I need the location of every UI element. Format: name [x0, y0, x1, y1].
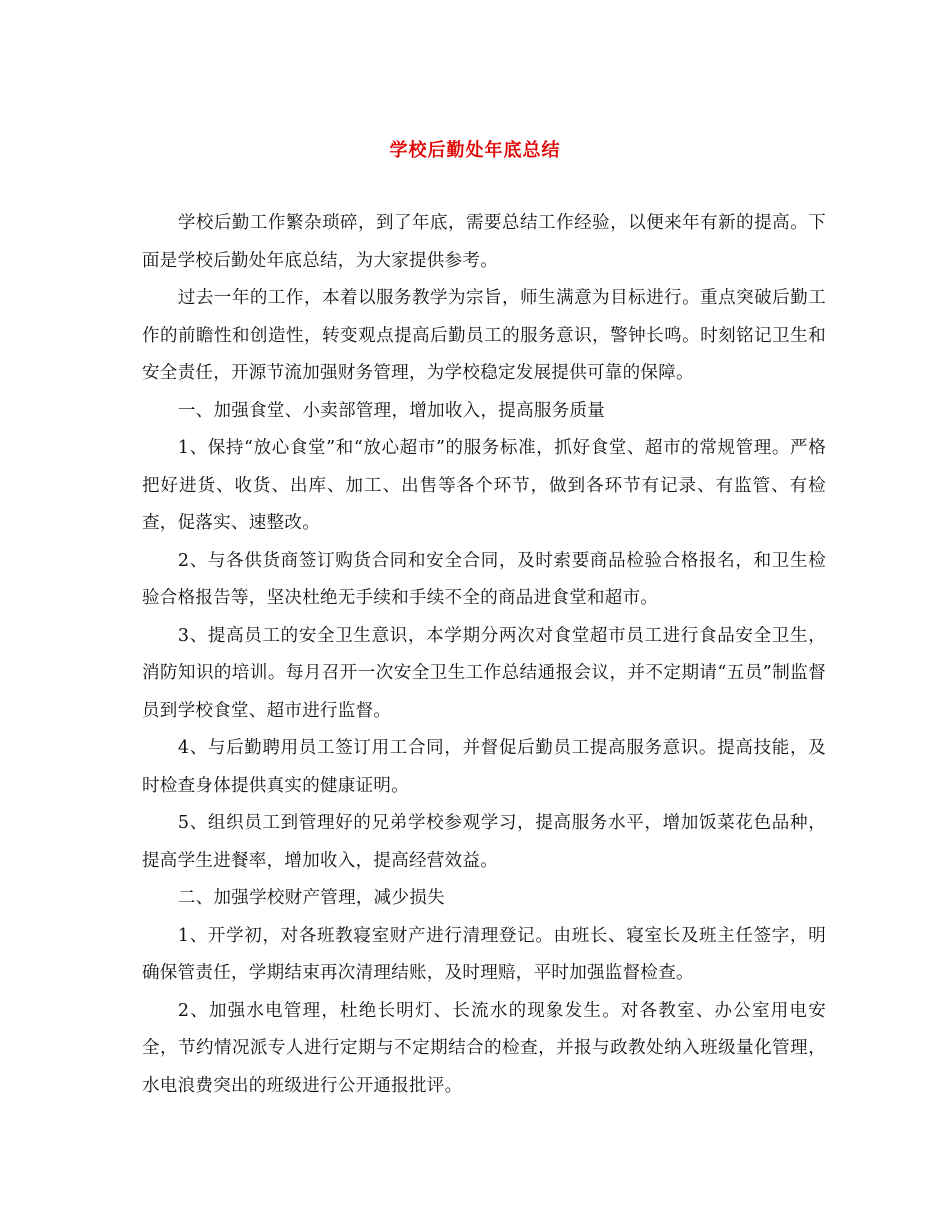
paragraph-item: 1、保持“放心食堂”和“放心超市”的服务标准，抓好食堂、超市的常规管理。严格把好进货、收货、出库、加工、出售等各个环节，做到各环节有记录、有监管、有检查，促落实、速整改。: [142, 438, 826, 533]
document-body: [142, 205, 826, 1105]
paragraph-item: 2、加强水电管理，杜绝长明灯、长流水的现象发生。对各教室、办公室用电安全，节约情况派专人进行定期与不定期结合的检查，并报与政教处纳入班级量化管理，水电浪费突出的班级进行公开通报批评。: [142, 1000, 826, 1096]
paragraph-item: 4、与后勤聘用员工签订用工合同，并督促后勤员工提高服务意识。提高技能，及时检查身体提供真实的健康证明。: [142, 738, 826, 796]
section-heading-canteen: 一、加强食堂、小卖部管理，增加收入，提高服务质量: [177, 400, 606, 421]
paragraph-item: 2、与各供货商签订购货合同和安全合同，及时索要商品检验合格报名，和卫生检验合格报告等，坚决杜绝无手续和手续不全的商品进食堂和超市。: [142, 550, 826, 608]
section-heading-property: 二、加强学校财产管理，减少损失: [177, 888, 445, 908]
paragraph-intro: 学校后勤工作繁杂琐碎，到了年底，需要总结工作经验，以便来年有新的提高。下面是学校后勤处年底总结，为大家提供参考。: [142, 213, 826, 271]
paragraph-overview: 过去一年的工作，本着以服务教学为宗旨，师生满意为目标进行。重点突破后勤工作的前瞻性和创造性，转变观点提高后勤员工的服务意识，警钟长鸣。时刻铭记卫生和安全责任，开源节流加强财务管理，为学校稳定发展提供可靠的保障。: [142, 288, 826, 383]
document-title: 学校后勤处年底总结: [389, 140, 561, 161]
paragraph-item: 5、组织员工到管理好的兄弟学校参观学习，提高服务水平，增加饭菜花色品种，提高学生进餐率，增加收入，提高经营效益。: [142, 813, 826, 871]
paragraph-item: 1、开学初，对各班教寝室财产进行清理登记。由班长、寝室长及班主任签字，明确保管责任，学期结束再次清理结账，及时理赔，平时加强监督检查。: [142, 925, 826, 983]
paragraph-item: 3、提高员工的安全卫生意识，本学期分两次对食堂超市员工进行食品安全卫生，消防知识的培训。每月召开一次安全卫生工作总结通报会议，并不定期请“五员”制监督员到学校食堂、超市进行监督。: [142, 625, 826, 721]
